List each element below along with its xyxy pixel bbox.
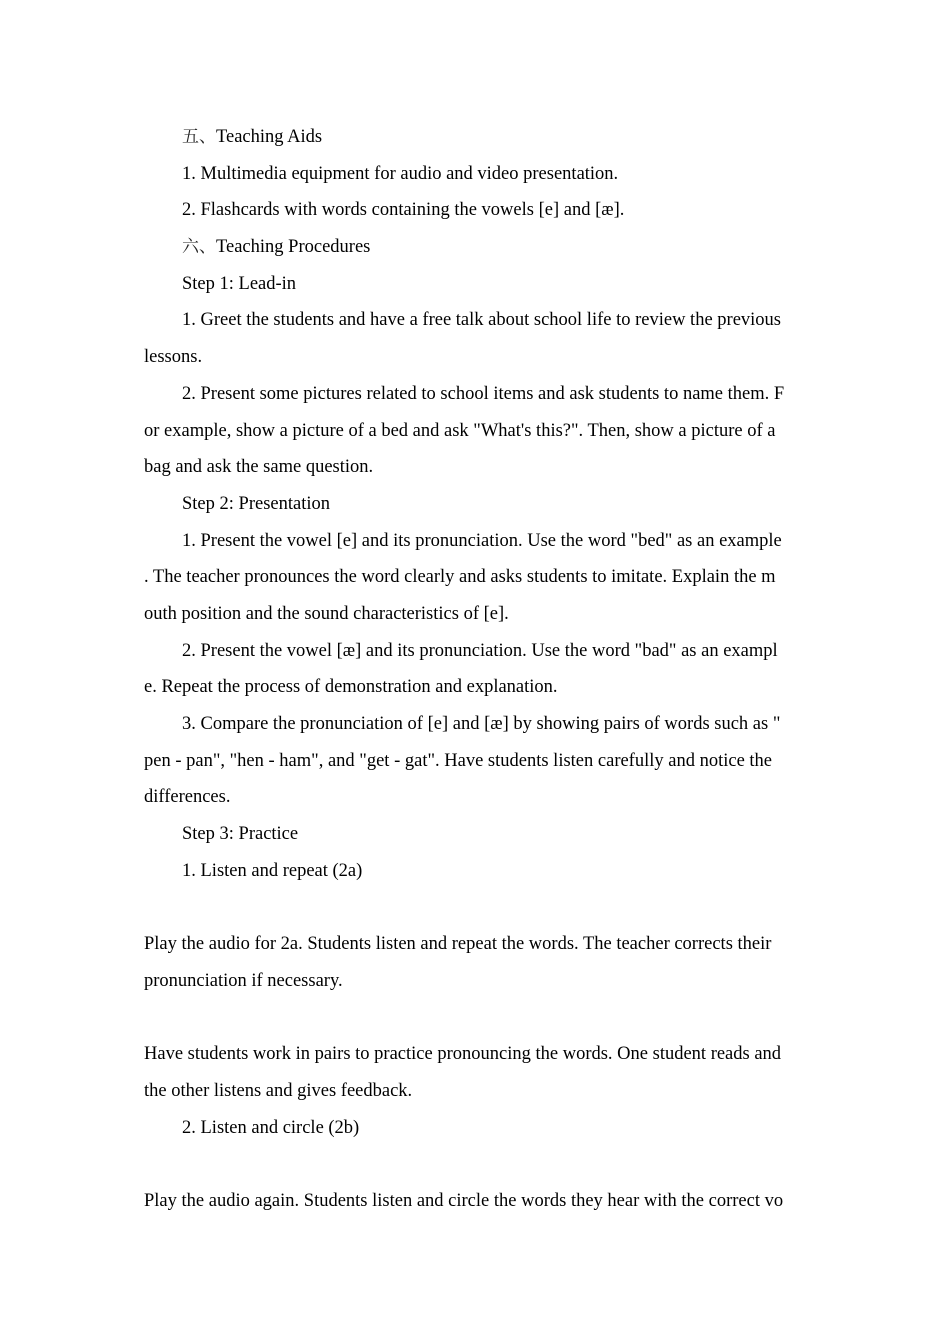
text-line: Play the audio for 2a. Students listen and repeat the words. The teacher corrects their <box>144 934 772 955</box>
text-line: 2. Listen and circle (2b) <box>182 1117 360 1138</box>
blank-line <box>144 1000 808 1037</box>
text-line: outh position and the sound characteristics of [e]. <box>144 603 509 624</box>
text-line: 1. Greet the students and have a free talk about school life to review the previous <box>182 310 781 331</box>
text-line: Have students work in pairs to practice pronouncing the words. One student reads and <box>144 1044 782 1065</box>
blank-line <box>144 1146 808 1183</box>
text-line: . The teacher pronounces the word clearly and asks students to imitate. Explain the m <box>144 567 776 588</box>
text-line: pronunciation if necessary. <box>144 970 343 991</box>
text-line: 3. Compare the pronunciation of [e] and [æ] by showing pairs of words such as " <box>182 714 781 734</box>
section-numeral: 五、 <box>182 127 216 147</box>
section-numeral: 六、 <box>182 237 216 258</box>
section-heading-teaching-aids: 五、Teaching Aids <box>182 127 323 147</box>
text-line: 1. Listen and repeat (2a) <box>182 860 363 881</box>
text-line: 1. Present the vowel [e] and its pronunciation. Use the word "bed" as an example <box>182 530 782 551</box>
document-page <box>144 119 808 1220</box>
text-line: differences. <box>144 787 231 808</box>
blank-line <box>144 889 808 926</box>
text-line: bag and ask the same question. <box>144 457 374 478</box>
text-line: or example, show a picture of a bed and ask "What's this?". Then, show a picture of a <box>144 420 776 441</box>
text-line: 2. Flashcards with words containing the vowels [e] and [æ]. <box>182 200 625 221</box>
section-heading-teaching-procedures: 六、Teaching Procedures <box>182 237 371 258</box>
text-line: 1. Multimedia equipment for audio and video presentation. <box>182 163 619 184</box>
text-line: Play the audio again. Students listen and circle the words they hear with the correct vo <box>144 1190 784 1211</box>
step-heading: Step 3: Practice <box>182 824 299 845</box>
step-heading: Step 1: Lead-in <box>182 273 297 294</box>
text-line: lessons. <box>144 347 203 368</box>
text-line: 2. Present the vowel [æ] and its pronunciation. Use the word "bad" as an exampl <box>182 640 778 661</box>
text-line: pen - pan", "hen - ham", and "get - gat". Have students listen carefully and notice the <box>144 750 773 771</box>
text-line: 2. Present some pictures related to school items and ask students to name them. F <box>182 383 785 404</box>
text-line: the other listens and gives feedback. <box>144 1080 413 1101</box>
step-heading: Step 2: Presentation <box>182 493 330 514</box>
text-line: e. Repeat the process of demonstration and explanation. <box>144 677 558 698</box>
